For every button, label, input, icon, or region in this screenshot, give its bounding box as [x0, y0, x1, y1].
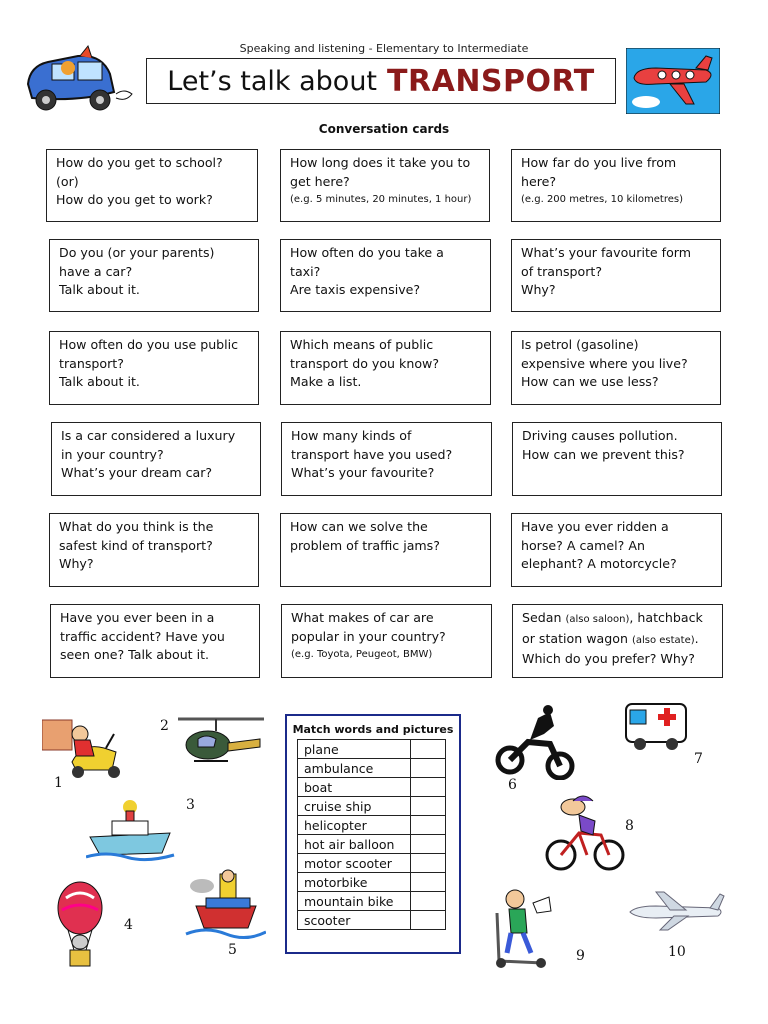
card-line: transport?: [59, 355, 124, 371]
card-line: taxi?: [290, 263, 321, 279]
card-2: [280, 149, 490, 222]
helicopter-clipart: [176, 713, 266, 765]
card-line: How many kinds of: [291, 428, 412, 443]
answer-cell[interactable]: [411, 797, 446, 816]
card-line: have a car?: [59, 263, 133, 279]
card-12: [512, 422, 722, 496]
answer-cell[interactable]: [411, 873, 446, 892]
ambulance-clipart: [622, 698, 692, 754]
subtitle: Speaking and listening - Elementary to Intermediate: [239, 42, 529, 55]
motor-scooter-clipart: [42, 712, 132, 778]
plane-clipart: [626, 48, 720, 114]
card-line: seen one? Talk about it.: [60, 647, 210, 662]
card-line: How often do you take a: [290, 245, 444, 260]
answer-cell[interactable]: [411, 854, 446, 873]
table-row: [298, 759, 446, 778]
answer-cell[interactable]: [411, 778, 446, 797]
hot-air-balloon-clipart: [56, 880, 106, 976]
card-6: [511, 239, 721, 312]
title-prefix: Let’s talk about: [167, 65, 378, 97]
match-table: [297, 739, 446, 930]
match-word: mountain bike: [298, 892, 411, 911]
card-17: [281, 604, 492, 678]
picture-number: 1: [54, 775, 63, 791]
card-11: [281, 422, 492, 496]
answer-cell[interactable]: [411, 740, 446, 759]
card-line: What’s your favourite form: [521, 245, 691, 260]
card-line: How can we solve the: [290, 519, 428, 534]
card-1: [46, 149, 258, 222]
answer-cell[interactable]: [411, 759, 446, 778]
car-clipart: [18, 44, 138, 116]
card-line: What’s your dream car?: [61, 465, 213, 480]
match-word: helicopter: [298, 816, 411, 835]
picture-number: 8: [625, 818, 634, 834]
card-line: horse? A camel? An: [521, 537, 645, 553]
card-line: How do you get to school?: [56, 155, 223, 170]
card-line: What makes of car are: [291, 610, 434, 625]
match-title: Match words and pictures: [292, 723, 454, 736]
card-line: expensive where you live?: [521, 355, 688, 371]
answer-cell[interactable]: [411, 816, 446, 835]
card-14: [280, 513, 491, 587]
picture-number: 10: [668, 944, 686, 960]
answer-cell[interactable]: [411, 892, 446, 911]
card-line: Is a car considered a luxury: [61, 428, 236, 443]
plane-photo-clipart: [626, 888, 726, 932]
card-line: Why?: [521, 282, 556, 297]
match-word: cruise ship: [298, 797, 411, 816]
card-line: How can we use less?: [521, 374, 659, 389]
card-line: Are taxis expensive?: [290, 282, 421, 297]
scooter-clipart: [489, 883, 559, 969]
card-line: Why?: [59, 556, 94, 571]
match-word: hot air balloon: [298, 835, 411, 854]
picture-number: 7: [694, 751, 703, 767]
card-line: Do you (or your parents): [59, 245, 215, 260]
match-box: [285, 714, 461, 954]
card-18: [512, 604, 723, 678]
card-13: [49, 513, 259, 587]
match-word: scooter: [298, 911, 411, 930]
card-10: [51, 422, 261, 496]
card-4: [49, 239, 259, 312]
picture-number: 2: [160, 718, 169, 734]
card-line: How often do you use public: [59, 337, 239, 352]
match-word: motorbike: [298, 873, 411, 892]
card-line: How long does it take you to: [290, 155, 471, 170]
card-line: What do you think is the: [59, 519, 214, 534]
title-highlight: TRANSPORT: [387, 63, 595, 99]
card-15: [511, 513, 722, 587]
table-row: [298, 835, 446, 854]
card-note: (e.g. 200 metres, 10 kilometres): [521, 194, 683, 205]
match-word: motor scooter: [298, 854, 411, 873]
card-line: How far do you live from: [521, 155, 677, 170]
card-line: transport have you used?: [291, 446, 453, 462]
picture-number: 5: [228, 942, 237, 958]
table-row: [298, 892, 446, 911]
card-8: [280, 331, 491, 405]
table-row: [298, 854, 446, 873]
card-line: get here?: [290, 173, 350, 189]
card-line: safest kind of transport?: [59, 537, 213, 553]
card-7: [49, 331, 259, 405]
card-line: problem of traffic jams?: [290, 537, 440, 553]
card-line: elephant? A motorcycle?: [521, 556, 677, 571]
card-line: of transport?: [521, 263, 603, 279]
picture-number: 3: [186, 797, 195, 813]
table-row: [298, 778, 446, 797]
boat-clipart: [176, 866, 266, 944]
card-line: Which do you prefer? Why?: [522, 651, 695, 666]
card-note: (e.g. 5 minutes, 20 minutes, 1 hour): [290, 194, 472, 205]
card-9: [511, 331, 721, 405]
card-line: Which means of public: [290, 337, 434, 352]
card-line: or station wagon (also estate).: [522, 630, 699, 646]
card-line: What’s your favourite?: [291, 465, 435, 480]
match-word: plane: [298, 740, 411, 759]
picture-number: 9: [576, 948, 585, 964]
section-heading: Conversation cards: [318, 122, 450, 136]
card-line: traffic accident? Have you: [60, 628, 225, 644]
card-line: How do you get to work?: [56, 192, 213, 207]
card-5: [280, 239, 491, 312]
card-line: Have you ever ridden a: [521, 519, 669, 534]
card-3: [511, 149, 721, 222]
answer-cell[interactable]: [411, 835, 446, 854]
table-row: [298, 873, 446, 892]
card-line: Is petrol (gasoline): [521, 337, 639, 352]
card-line: Sedan (also saloon), hatchback: [522, 610, 703, 625]
card-line: in your country?: [61, 446, 164, 462]
table-row: [298, 911, 446, 930]
card-line: Talk about it.: [59, 282, 140, 297]
card-line: popular in your country?: [291, 628, 446, 644]
mountain-bike-clipart: [543, 791, 629, 873]
card-note: (e.g. Toyota, Peugeot, BMW): [291, 649, 433, 660]
card-line: Have you ever been in a: [60, 610, 215, 625]
card-line: (or): [56, 173, 79, 189]
table-row: [298, 816, 446, 835]
match-word: boat: [298, 778, 411, 797]
card-line: here?: [521, 173, 557, 189]
card-line: transport do you know?: [290, 355, 440, 371]
card-line: Talk about it.: [59, 374, 140, 389]
answer-cell[interactable]: [411, 911, 446, 930]
card-line: Driving causes pollution.: [522, 428, 678, 443]
picture-number: 4: [124, 917, 133, 933]
card-line: How can we prevent this?: [522, 446, 685, 462]
match-word: ambulance: [298, 759, 411, 778]
motorbike-clipart: [494, 704, 578, 780]
page-title: [146, 58, 616, 104]
picture-number: 6: [508, 777, 517, 789]
card-line: Make a list.: [290, 374, 362, 389]
card-16: [50, 604, 260, 678]
table-row: [298, 740, 446, 759]
table-row: [298, 797, 446, 816]
cruise-ship-clipart: [86, 797, 176, 863]
